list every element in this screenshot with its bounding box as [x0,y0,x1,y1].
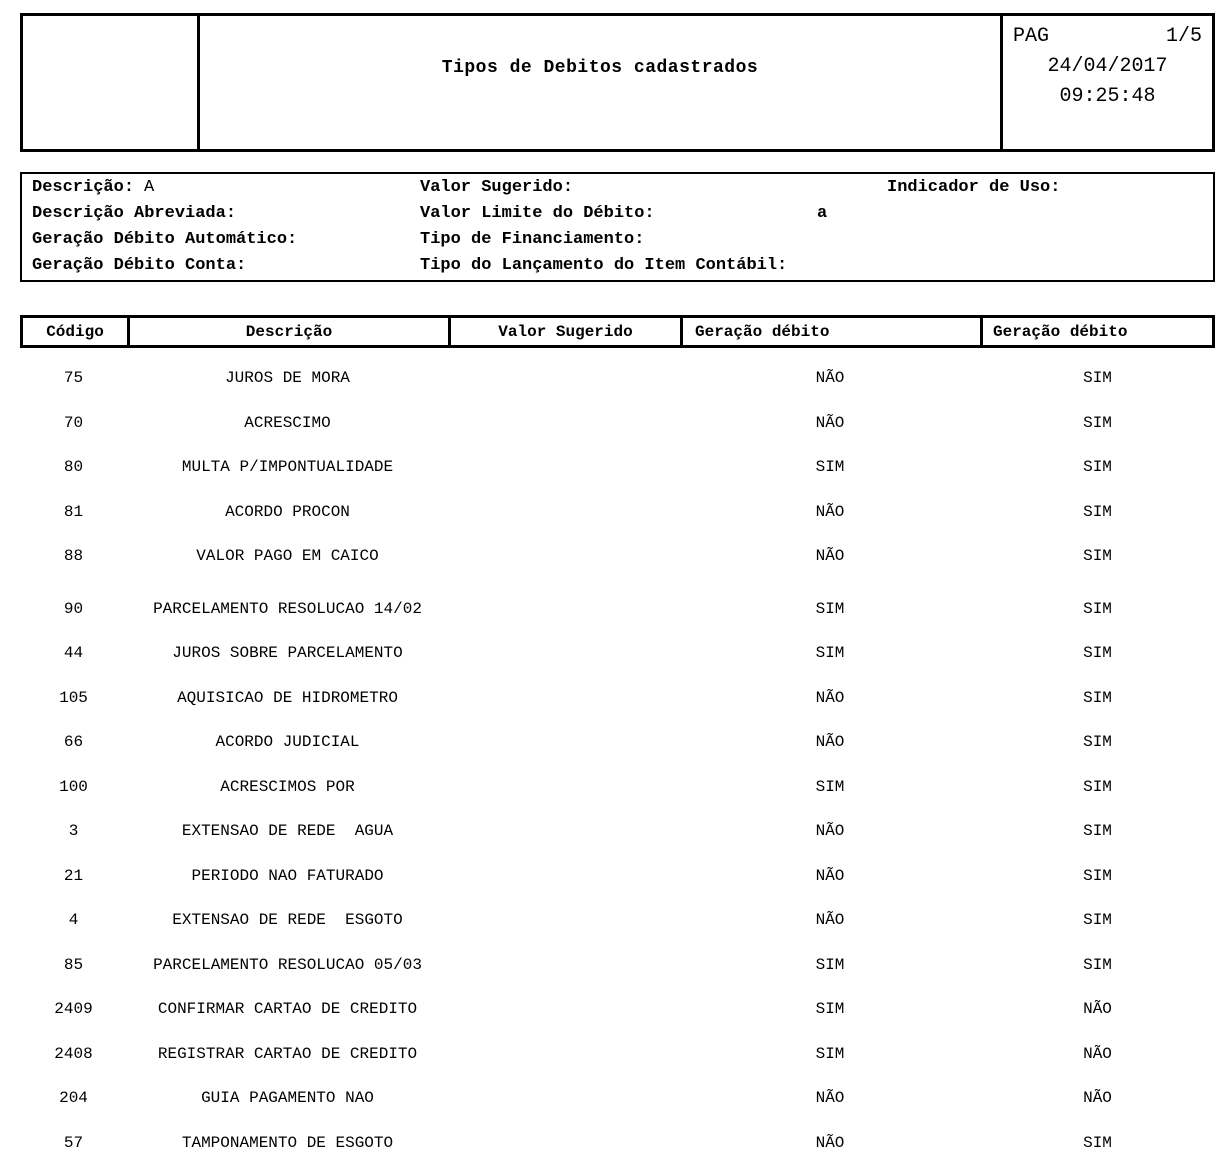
table-body [20,356,1215,1165]
cell-g2: NÃO [1083,1044,1112,1063]
filter-tipo-lancamento-label: Tipo do Lançamento do Item Contábil: [420,256,788,275]
cell-g2: SIM [1083,369,1112,388]
cell-description: ACRESCIMO [244,413,331,432]
table-row [20,445,1215,490]
cell-g1: NÃO [815,822,845,841]
cell-g2: SIM [1083,458,1112,477]
page-number: 1/5 [1165,25,1202,48]
cell-g1: NÃO [815,866,845,885]
cell-g1: NÃO [815,1133,845,1152]
filter-line-3 [22,230,1213,256]
cell-g1: NÃO [815,413,845,432]
cell-code: 44 [63,644,84,663]
cell-description: TAMPONAMENTO DE ESGOTO [181,1133,394,1152]
filter-descricao-label: Descrição: [32,178,135,197]
cell-description: ACRESCIMOS POR [220,777,355,796]
table-row [20,809,1215,854]
cell-g1: NÃO [815,502,845,521]
table-row [20,534,1215,579]
table-row [20,943,1215,988]
table-row [20,854,1215,899]
table-row [20,1076,1215,1121]
cell-code: 21 [63,866,84,885]
cell-code: 57 [63,1133,84,1152]
column-header-descricao: Descrição [127,318,448,345]
cell-code: 80 [63,458,84,477]
filter-geracao-automatico-label: Geração Débito Automático: [32,230,298,249]
cell-g1: SIM [815,1000,845,1019]
cell-g1: NÃO [815,547,845,566]
cell-code: 2409 [54,1000,93,1019]
cell-code: 2408 [54,1044,93,1063]
cell-description: PARCELAMENTO RESOLUCAO 05/03 [153,955,422,974]
filter-indicador-uso-label: Indicador de Uso: [887,178,1061,197]
cell-code: 66 [63,733,84,752]
cell-description: PERIODO NAO FATURADO [191,866,384,885]
table-header [20,315,1215,348]
cell-g1: SIM [815,644,845,663]
cell-code: 3 [68,822,79,841]
cell-g2: NÃO [1083,1089,1112,1108]
cell-g1: NÃO [815,911,845,930]
table-row [20,676,1215,721]
cell-g2: SIM [1083,733,1112,752]
cell-description: JUROS DE MORA [225,369,350,388]
cell-description: PARCELAMENTO RESOLUCAO 14/02 [153,599,422,618]
cell-code: 100 [59,777,88,796]
filter-geracao-conta-label: Geração Débito Conta: [32,256,247,275]
pag-label: PAG [1013,25,1050,48]
column-header-codigo: Código [46,322,104,341]
cell-description: VALOR PAGO EM CAICO [196,547,379,566]
table-row [20,401,1215,446]
cell-g1: SIM [815,777,845,796]
filter-valor-sugerido-label: Valor Sugerido: [420,178,574,197]
cell-g2: SIM [1083,599,1112,618]
cell-g1: NÃO [815,688,845,707]
table-row [20,1032,1215,1077]
filter-descricao [32,178,154,197]
cell-g2: SIM [1083,955,1112,974]
cell-g1: SIM [815,458,845,477]
cell-description: JUROS SOBRE PARCELAMENTO [172,644,403,663]
cell-g1: SIM [815,599,845,618]
cell-code: 204 [59,1089,88,1108]
cell-g2: SIM [1083,822,1112,841]
cell-description: CONFIRMAR CARTAO DE CREDITO [157,1000,418,1019]
filter-descricao-abreviada-label: Descrição Abreviada: [32,204,237,223]
cell-description: ACORDO PROCON [225,502,350,521]
report-header [20,13,1215,152]
filter-tipo-financiamento-label: Tipo de Financiamento: [420,230,645,249]
cell-g2: SIM [1083,502,1112,521]
column-header-geracao-debito-conta: Geração débito [980,318,1212,345]
cell-description: AQUISICAO DE HIDROMETRO [177,688,398,707]
cell-description: EXTENSAO DE REDE ESGOTO [172,911,403,930]
table-row [20,490,1215,535]
column-header-geracao-debito: Geração débito [680,318,980,345]
table-row [20,631,1215,676]
cell-description: REGISTRAR CARTAO DE CREDITO [157,1044,418,1063]
page-number-line [1013,22,1202,52]
filter-line-2 [22,204,1213,230]
cell-description: MULTA P/IMPONTUALIDADE [181,458,394,477]
cell-g1: NÃO [815,369,845,388]
cell-code: 88 [63,547,84,566]
table-row [20,765,1215,810]
cell-description: ACORDO JUDICIAL [215,733,360,752]
filter-valor-limite-label: Valor Limite do Débito: [420,204,655,223]
cell-g1: SIM [815,1044,845,1063]
table-row [20,898,1215,943]
filter-descricao-value: A [144,178,155,197]
cell-code: 85 [63,955,84,974]
cell-g2: SIM [1083,911,1112,930]
table-row [20,720,1215,765]
cell-g2: SIM [1083,1133,1112,1152]
table-row [20,587,1215,632]
report-title: Tipos de Debitos cadastrados [441,58,759,78]
cell-g1: NÃO [815,1089,845,1108]
cell-g2: SIM [1083,413,1112,432]
cell-description: EXTENSAO DE REDE AGUA [181,822,394,841]
cell-code: 105 [59,688,88,707]
cell-description: GUIA PAGAMENTO NAO [201,1089,374,1108]
cell-code: 90 [63,599,84,618]
cell-code: 70 [63,413,84,432]
report-time: 09:25:48 [1059,85,1156,108]
logo-area [23,16,200,149]
table-row [20,356,1215,401]
cell-code: 75 [63,369,84,388]
cell-g2: SIM [1083,688,1112,707]
table-row [20,987,1215,1032]
cell-g2: NÃO [1083,1000,1112,1019]
cell-g1: NÃO [815,733,845,752]
column-header-valor-sugerido: Valor Sugerido [448,318,680,345]
cell-g2: SIM [1083,547,1112,566]
cell-g2: SIM [1083,644,1112,663]
filter-line-1 [22,178,1213,204]
cell-g1: SIM [815,955,845,974]
filter-criteria-box [20,172,1215,282]
cell-code: 4 [68,911,79,930]
table-row [20,1121,1215,1166]
cell-g2: SIM [1083,777,1112,796]
filter-line-4 [22,256,1213,282]
report-date: 24/04/2017 [1047,55,1168,78]
filter-valor-limite-range-sep: a [817,204,828,223]
cell-code: 81 [63,502,84,521]
cell-g2: SIM [1083,866,1112,885]
page-info [1000,16,1212,149]
